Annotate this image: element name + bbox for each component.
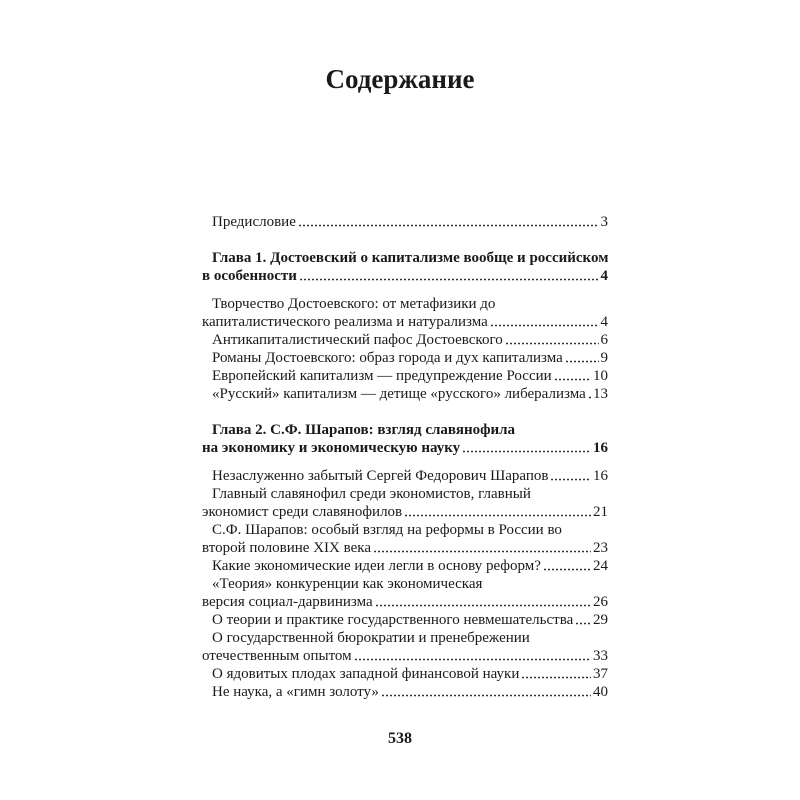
entry-title-text: Незаслуженно забытый Сергей Федорович Шарапов (212, 468, 549, 484)
dot-leader (575, 622, 591, 625)
toc-chapter (202, 421, 608, 457)
toc-entry (202, 683, 608, 701)
toc-entry (202, 213, 608, 231)
entry-last-line (202, 367, 608, 385)
entry-last-line (202, 313, 608, 331)
entry-title-text: Предисловие (212, 214, 296, 230)
entry-title-line: Глава 2. С.Ф. Шарапов: взгляд славянофила (212, 422, 516, 438)
dot-leader (505, 342, 599, 345)
entry-title-text: О ядовитых плодах западной финансовой науки (212, 666, 520, 682)
page-number: 538 (388, 730, 412, 747)
dot-leader (299, 278, 599, 281)
toc-entry (202, 331, 608, 349)
toc-entry (202, 611, 608, 629)
dot-leader (543, 568, 591, 571)
entry-title-line: С.Ф. Шарапов: особый взгляд на реформы в России во (212, 522, 562, 538)
entry-page-number: 3 (600, 214, 608, 230)
entry-title-text: второй половине XIX века (202, 540, 371, 556)
toc-entry (202, 665, 608, 683)
entry-page-number: 33 (593, 648, 608, 664)
page-title: Содержание (325, 64, 475, 94)
entry-title-line: Главный славянофил среди экономистов, главный (212, 486, 531, 502)
toc-entry (202, 295, 608, 331)
entry-title-text: экономист среди славянофилов (202, 504, 403, 520)
dot-leader (375, 604, 591, 607)
entry-title-text: Антикапиталистический пафос Достоевского (212, 332, 503, 348)
entry-last-line (202, 213, 608, 231)
dot-leader (373, 550, 591, 553)
toc-entry (202, 575, 608, 611)
entry-title-line: О государственной бюрократии и пренебрежении (212, 630, 530, 646)
entry-page-number: 16 (593, 440, 608, 456)
entry-page-number: 23 (593, 540, 608, 556)
entry-page-number: 29 (593, 612, 608, 628)
entry-page-number: 40 (593, 684, 608, 700)
toc-entry (202, 557, 608, 575)
toc-entry (202, 349, 608, 367)
entry-title-text: на экономику и экономическую науку (202, 440, 461, 456)
entry-last-line (202, 665, 608, 683)
entry-last-line (202, 557, 608, 575)
entry-last-line (202, 385, 608, 403)
dot-leader (462, 450, 591, 453)
entry-page-number: 9 (600, 350, 608, 366)
toc-entry (202, 385, 608, 403)
toc-entry (202, 367, 608, 385)
entry-last-line (202, 439, 608, 457)
entry-page-number: 6 (600, 332, 608, 348)
toc-entry (202, 629, 608, 665)
entry-page-number: 4 (600, 268, 608, 284)
dot-leader (298, 224, 599, 227)
entry-last-line (202, 593, 608, 611)
entry-title-line: Глава 1. Достоевский о капитализме вообще и российском (212, 250, 609, 266)
toc-entry (202, 521, 608, 557)
entry-page-number: 4 (600, 314, 608, 330)
entry-page-number: 37 (593, 666, 608, 682)
dot-leader (565, 360, 599, 363)
entry-page-number: 13 (593, 386, 608, 402)
entry-page-number: 24 (593, 558, 608, 574)
entry-last-line (202, 331, 608, 349)
entry-title-text: Какие экономические идеи легли в основу реформ? (212, 558, 541, 574)
dot-leader (404, 514, 591, 517)
entry-page-number: 26 (593, 594, 608, 610)
dot-leader (381, 694, 591, 697)
entry-title-text: Не наука, а «гимн золоту» (212, 684, 379, 700)
entry-title-text: Европейский капитализм — предупреждение России (212, 368, 552, 384)
entry-title-text: капиталистического реализма и натурализма (202, 314, 488, 330)
toc-chapter (202, 249, 608, 285)
entry-last-line (202, 539, 608, 557)
dot-leader (521, 676, 591, 679)
entry-last-line (202, 683, 608, 701)
toc-entry (202, 485, 608, 521)
entry-page-number: 21 (593, 504, 608, 520)
dot-leader (554, 378, 591, 381)
entry-last-line (202, 503, 608, 521)
dot-leader (490, 324, 599, 327)
toc-entry (202, 467, 608, 485)
entry-last-line (202, 467, 608, 485)
entry-last-line (202, 611, 608, 629)
entry-title-text: в особенности (202, 268, 297, 284)
entry-title-text: Романы Достоевского: образ города и дух капитализма (212, 350, 563, 366)
entry-last-line (202, 267, 608, 285)
entry-title-line: Творчество Достоевского: от метафизики до (212, 296, 496, 312)
entry-page-number: 16 (593, 468, 608, 484)
dot-leader (550, 478, 591, 481)
entry-title-line: «Теория» конкуренции как экономическая (212, 576, 483, 592)
dot-leader (354, 658, 591, 661)
entry-title-text: О теории и практике государственного невмешательства (212, 612, 574, 628)
entry-last-line (202, 349, 608, 367)
entry-title-text: «Русский» капитализм — детище «русского» либерализма (212, 386, 586, 402)
entry-title-text: отечественным опытом (202, 648, 352, 664)
entry-title-text: версия социал-дарвинизма (202, 594, 373, 610)
entry-page-number: 10 (593, 368, 608, 384)
entry-last-line (202, 647, 608, 665)
dot-leader (588, 396, 591, 399)
